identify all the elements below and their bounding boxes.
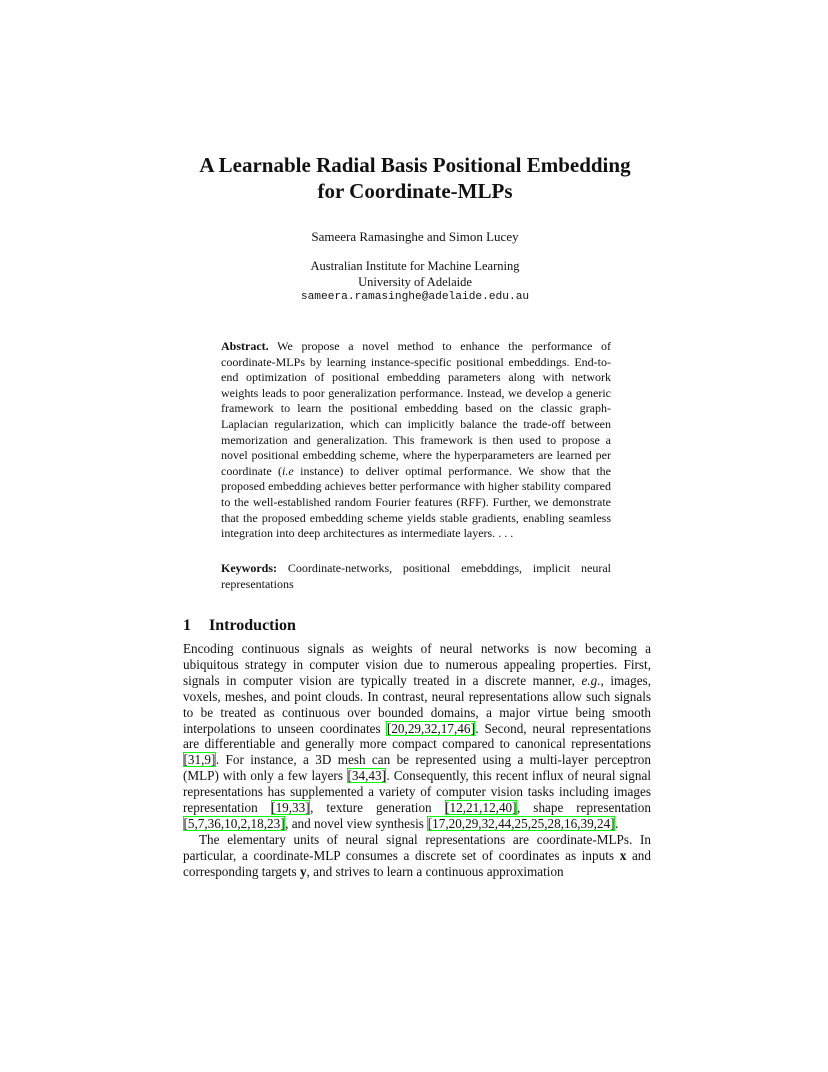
intro-text: . Consequently, this recent influx of neural signal representations has supplemented a variety of computer vision tasks including images representation bbox=[183, 768, 651, 816]
keywords-text: Coordinate-networks, positional emebddings, implicit neural representations bbox=[221, 561, 611, 591]
title-line-2: for Coordinate-MLPs bbox=[317, 179, 513, 203]
symbol-y: y bbox=[299, 863, 307, 879]
title-line-1: A Learnable Radial Basis Positional Embedding bbox=[199, 153, 631, 177]
intro-text: , and strives to learn a continuous approximation bbox=[306, 863, 564, 879]
citation-link[interactable]: [31,9] bbox=[183, 752, 216, 768]
abstract bbox=[221, 339, 611, 542]
intro-text: Encoding continuous signals as weights of neural networks is now becoming a ubiquitous strategy in computer vision due to numerous appealing properties. First, signals in computer vision are typically treated in a discrete manner, bbox=[183, 641, 651, 688]
keywords bbox=[221, 561, 611, 592]
abstract-ie: i.e bbox=[282, 463, 294, 478]
intro-text: , texture generation bbox=[310, 800, 445, 816]
intro-text: and corresponding targets bbox=[183, 847, 651, 879]
citation-link[interactable]: [20,29,32,17,46] bbox=[386, 720, 475, 736]
author-email[interactable]: sameera.ramasinghe@adelaide.edu.au bbox=[300, 291, 530, 303]
intro-paragraph-2 bbox=[183, 832, 651, 880]
affiliation bbox=[100, 259, 730, 306]
paper-title bbox=[100, 152, 730, 204]
intro-text: , shape representation bbox=[517, 800, 651, 816]
intro-text: , images, voxels, meshes, and point clouds. In contrast, neural representations allow such signals to be treated as continuous over bounded domains, a major virtue being smooth interpolations to unseen coordinates bbox=[183, 672, 651, 736]
abstract-text-b: instance) to deliver optimal performance. We show that the proposed embedding achieves better performance with higher stability compared to the well-established random Fourier features (RFF). Further, we demonstrate that the proposed embedding scheme yields stable gradients, enabling seamless integration into deep architectures as intermediate layers. . . . bbox=[221, 463, 612, 541]
section-heading bbox=[183, 617, 296, 635]
introduction-body bbox=[183, 641, 651, 880]
citation-link[interactable]: [17,20,29,32,44,25,25,28,16,39,24] bbox=[427, 815, 615, 831]
intro-eg: e.g. bbox=[581, 672, 601, 688]
citation-link[interactable]: [19,33] bbox=[271, 800, 310, 816]
intro-text: The elementary units of neural signal representations are coordinate-MLPs. In particular, a coordinate-MLP consumes a discrete set of coordinates as inputs bbox=[183, 831, 651, 863]
section-title: Introduction bbox=[209, 617, 296, 634]
intro-text: . For instance, a 3D mesh can be represented using a multi-layer perceptron (MLP) with only a few layers bbox=[183, 752, 651, 784]
intro-text: . Second, neural representations are differentiable and generally more compact compared to canonical representations bbox=[183, 720, 651, 752]
affiliation-institute: Australian Institute for Machine Learning bbox=[310, 259, 520, 273]
intro-paragraph-1 bbox=[183, 641, 651, 832]
intro-text: , and novel view synthesis bbox=[285, 815, 428, 831]
intro-text: . bbox=[615, 815, 619, 831]
citation-link[interactable]: [34,43] bbox=[347, 768, 386, 784]
citation-link[interactable]: [5,7,36,10,2,18,23] bbox=[183, 815, 285, 831]
affiliation-university: University of Adelaide bbox=[358, 274, 472, 289]
author-list: Sameera Ramasinghe and Simon Lucey bbox=[311, 229, 519, 244]
abstract-text-a: We propose a novel method to enhance the performance of coordinate-MLPs by learning instance-specific positional embeddings. End-to-end optimization of positional embedding parameters along with network weights leads to poor generalization performance. Instead, we develop a generic framework to learn the positional embedding based on the classic graph-Laplacian regularization, which can implicitly balance the trade-off between memorization and generalization. This framework is then used to propose a novel positional embedding scheme, where the hyperparameters are learned per coordinate ( bbox=[221, 339, 611, 478]
citation-link[interactable]: [12,21,12,40] bbox=[445, 800, 517, 816]
keywords-label: Keywords: bbox=[221, 561, 277, 575]
abstract-label: Abstract. bbox=[221, 339, 269, 353]
symbol-x: x bbox=[619, 847, 627, 863]
section-number: 1 bbox=[183, 617, 191, 634]
